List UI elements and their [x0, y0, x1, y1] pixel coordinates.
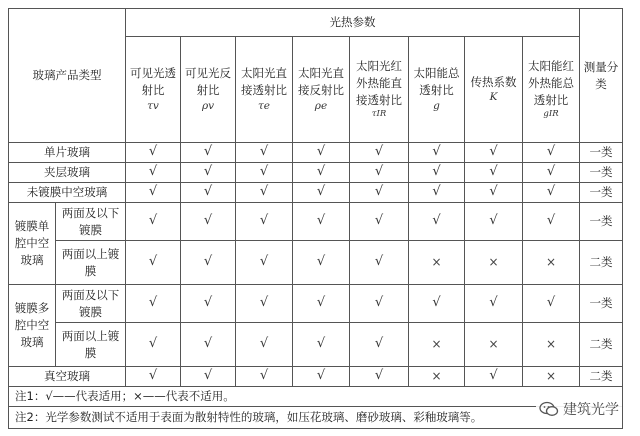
- check-mark: √: [546, 213, 556, 229]
- row-sub-cell: [56, 203, 126, 241]
- check-mark: √: [203, 295, 213, 311]
- check-mark: √: [316, 213, 326, 229]
- mark-cell: [181, 203, 236, 241]
- header-param-cell: [350, 37, 409, 143]
- header-type-label: 玻璃产品类型: [32, 68, 102, 83]
- row-class: 一类: [589, 185, 613, 200]
- cross-mark: ×: [545, 254, 557, 269]
- mark-cell: [523, 323, 580, 367]
- check-mark: √: [259, 184, 269, 200]
- row-class: 二类: [589, 255, 613, 270]
- check-mark: √: [316, 184, 326, 200]
- table-row: [9, 285, 623, 323]
- row-name-cell: [9, 367, 126, 387]
- check-mark: √: [374, 184, 384, 200]
- mark-cell: [409, 285, 465, 323]
- check-mark: √: [489, 184, 498, 200]
- row-group: 镀膜单腔中空玻璃: [14, 219, 50, 267]
- mark-cell: [409, 143, 465, 163]
- check-mark: √: [203, 368, 213, 384]
- mark-cell: [293, 163, 350, 183]
- mark-cell: [465, 203, 523, 241]
- header-param-cell: [126, 37, 181, 143]
- table-row: [9, 241, 623, 285]
- row-class-cell: [580, 323, 623, 367]
- row-class: 一类: [589, 165, 613, 180]
- row-sub: 两面以上镀膜: [61, 328, 120, 360]
- header-param-cell: [409, 37, 465, 143]
- cross-mark: ×: [545, 368, 557, 383]
- mark-cell: [293, 323, 350, 367]
- check-mark: √: [148, 213, 158, 229]
- row-name-cell: [9, 183, 126, 203]
- mark-cell: [126, 143, 181, 163]
- mark-cell: [465, 323, 523, 367]
- check-mark: √: [546, 164, 556, 180]
- param-symbol: g: [433, 99, 440, 112]
- mark-cell: [236, 163, 293, 183]
- header-group-label: 光热参数: [329, 15, 376, 30]
- check-mark: √: [259, 368, 269, 384]
- check-mark: √: [374, 254, 384, 270]
- check-mark: √: [546, 144, 556, 160]
- param-label: 太阳光红外热能直接透射比: [356, 59, 402, 107]
- check-mark: √: [374, 144, 384, 160]
- param-label: 传热系数: [470, 74, 517, 89]
- check-mark: √: [316, 368, 326, 384]
- check-mark: √: [203, 164, 213, 180]
- mark-cell: [523, 367, 580, 387]
- check-mark: √: [148, 184, 158, 200]
- check-mark: √: [432, 184, 441, 200]
- mark-cell: [350, 183, 409, 203]
- row-group-cell: [9, 203, 56, 285]
- row-class-cell: [580, 241, 623, 285]
- mark-cell: [409, 163, 465, 183]
- row-class: 二类: [589, 337, 613, 352]
- check-mark: √: [374, 368, 384, 384]
- check-mark: √: [374, 295, 384, 311]
- check-mark: √: [374, 336, 384, 352]
- row-name: 真空玻璃: [44, 369, 90, 384]
- row-class: 一类: [589, 296, 613, 311]
- table-row: [9, 367, 623, 387]
- check-mark: √: [316, 164, 326, 180]
- mark-cell: [126, 203, 181, 241]
- note-cell: [9, 387, 623, 407]
- row-name-cell: [9, 143, 126, 163]
- check-mark: √: [148, 295, 158, 311]
- row-class: 一类: [589, 214, 613, 229]
- param-label: 太阳光直接透射比: [241, 66, 287, 97]
- check-mark: √: [432, 144, 441, 160]
- param-symbol: K: [489, 91, 498, 104]
- row-sub: 两面以上镀膜: [61, 246, 120, 278]
- cross-mark: ×: [431, 368, 442, 383]
- check-mark: √: [259, 164, 269, 180]
- mark-cell: [409, 241, 465, 285]
- check-mark: √: [546, 184, 556, 200]
- cross-mark: ×: [431, 336, 442, 351]
- mark-cell: [523, 241, 580, 285]
- check-mark: √: [432, 295, 441, 311]
- check-mark: √: [316, 254, 326, 270]
- mark-cell: [236, 285, 293, 323]
- mark-cell: [350, 323, 409, 367]
- check-mark: √: [489, 213, 498, 229]
- check-mark: √: [316, 144, 326, 160]
- mark-cell: [350, 203, 409, 241]
- param-label: 太阳能总透射比: [413, 66, 460, 97]
- header-class-cell: [580, 9, 623, 143]
- check-mark: √: [203, 213, 213, 229]
- mark-cell: [523, 183, 580, 203]
- mark-cell: [181, 183, 236, 203]
- check-mark: √: [374, 213, 384, 229]
- mark-cell: [181, 323, 236, 367]
- mark-cell: [350, 241, 409, 285]
- row-class-cell: [580, 143, 623, 163]
- mark-cell: [465, 143, 523, 163]
- mark-cell: [236, 143, 293, 163]
- mark-cell: [236, 367, 293, 387]
- mark-cell: [350, 143, 409, 163]
- check-mark: √: [259, 213, 269, 229]
- row-class-cell: [580, 183, 623, 203]
- table-row: [9, 163, 623, 183]
- mark-cell: [465, 367, 523, 387]
- check-mark: √: [259, 144, 269, 160]
- mark-cell: [126, 183, 181, 203]
- header-group-cell: [126, 9, 580, 37]
- row-sub: 两面及以下镀膜: [61, 205, 120, 237]
- check-mark: √: [203, 336, 213, 352]
- mark-cell: [523, 163, 580, 183]
- mark-cell: [350, 285, 409, 323]
- check-mark: √: [546, 295, 556, 311]
- check-mark: √: [148, 368, 158, 384]
- table-row: [9, 203, 623, 241]
- row-sub-cell: [56, 241, 126, 285]
- cross-mark: ×: [431, 254, 442, 269]
- mark-cell: [181, 367, 236, 387]
- param-label: 太阳能红外热能总透射比: [528, 59, 574, 107]
- table-row: [9, 183, 623, 203]
- mark-cell: [181, 143, 236, 163]
- check-mark: √: [148, 254, 158, 270]
- row-class: 二类: [589, 369, 613, 384]
- row-sub: 两面及以下镀膜: [61, 287, 120, 319]
- mark-cell: [465, 183, 523, 203]
- mark-cell: [293, 143, 350, 163]
- check-mark: √: [432, 213, 441, 229]
- check-mark: √: [316, 336, 326, 352]
- mark-cell: [409, 323, 465, 367]
- header-type-cell: [9, 9, 126, 143]
- header-param-cell: [236, 37, 293, 143]
- cross-mark: ×: [545, 336, 557, 351]
- header-param-cell: [465, 37, 523, 143]
- mark-cell: [409, 367, 465, 387]
- mark-cell: [293, 285, 350, 323]
- mark-cell: [350, 367, 409, 387]
- mark-cell: [236, 241, 293, 285]
- param-label: 可见光透射比: [130, 66, 176, 97]
- mark-cell: [465, 241, 523, 285]
- param-symbol: ρv: [201, 99, 215, 112]
- mark-cell: [181, 241, 236, 285]
- check-mark: √: [489, 368, 498, 384]
- mark-cell: [181, 285, 236, 323]
- mark-cell: [126, 241, 181, 285]
- mark-cell: [236, 183, 293, 203]
- check-mark: √: [259, 336, 269, 352]
- check-mark: √: [203, 144, 213, 160]
- watermark-text: 建筑光学: [563, 402, 619, 418]
- row-group: 镀膜多腔中空玻璃: [14, 301, 50, 349]
- row-sub-cell: [56, 285, 126, 323]
- mark-cell: [293, 241, 350, 285]
- header-param-cell: [181, 37, 236, 143]
- check-mark: √: [374, 164, 384, 180]
- mark-cell: [523, 203, 580, 241]
- mark-cell: [236, 203, 293, 241]
- check-mark: √: [148, 336, 158, 352]
- header-param-cell: [523, 37, 580, 143]
- mark-cell: [126, 323, 181, 367]
- check-mark: √: [259, 254, 269, 270]
- param-symbol: τe: [257, 99, 271, 112]
- param-label: 太阳光直接反射比: [298, 66, 344, 97]
- row-class-cell: [580, 163, 623, 183]
- mark-cell: [465, 285, 523, 323]
- row-name: 未镀膜中空玻璃: [26, 185, 108, 200]
- mark-cell: [409, 183, 465, 203]
- mark-cell: [523, 143, 580, 163]
- mark-cell: [236, 323, 293, 367]
- check-mark: √: [148, 144, 158, 160]
- mark-cell: [126, 367, 181, 387]
- wechat-icon: [539, 401, 559, 417]
- row-name: 单片玻璃: [44, 145, 90, 160]
- mark-cell: [126, 163, 181, 183]
- mark-cell: [465, 163, 523, 183]
- check-mark: √: [259, 295, 269, 311]
- row-class-cell: [580, 367, 623, 387]
- check-mark: √: [203, 184, 213, 200]
- row-class: 一类: [589, 145, 613, 160]
- mark-cell: [350, 163, 409, 183]
- param-label: 可见光反射比: [185, 66, 231, 97]
- table-row: [9, 143, 623, 163]
- check-mark: √: [489, 295, 498, 311]
- mark-cell: [126, 285, 181, 323]
- mark-cell: [293, 203, 350, 241]
- param-symbol: gIR: [543, 109, 559, 120]
- check-mark: √: [489, 144, 498, 160]
- note-cell: [9, 407, 623, 429]
- header-class-label: 测量分类: [583, 59, 619, 91]
- table-row: [9, 323, 623, 367]
- check-mark: √: [203, 254, 213, 270]
- check-mark: √: [316, 295, 326, 311]
- row-group-cell: [9, 285, 56, 367]
- row-name-cell: [9, 163, 126, 183]
- check-mark: √: [432, 164, 441, 180]
- header-param-cell: [293, 37, 350, 143]
- param-symbol: ρe: [314, 99, 328, 112]
- mark-cell: [293, 367, 350, 387]
- mark-cell: [181, 163, 236, 183]
- spec-table-sheet: [8, 8, 634, 430]
- glass-parameter-table: [8, 8, 623, 429]
- row-sub-cell: [56, 323, 126, 367]
- watermark: [536, 398, 622, 420]
- check-mark: √: [148, 164, 158, 180]
- param-symbol: τv: [147, 99, 159, 112]
- cross-mark: ×: [488, 254, 499, 269]
- param-symbol: τIR: [371, 109, 387, 120]
- mark-cell: [523, 285, 580, 323]
- note-text: 注2：光学参数测试不适用于表面为散射特性的玻璃，如压花玻璃、磨砂玻璃、彩釉玻璃等。: [15, 410, 483, 425]
- note-text: 注1：√——代表适用；×——代表不适用。: [15, 389, 235, 404]
- mark-cell: [409, 203, 465, 241]
- row-class-cell: [580, 203, 623, 241]
- cross-mark: ×: [488, 336, 499, 351]
- row-class-cell: [580, 285, 623, 323]
- row-name: 夹层玻璃: [44, 165, 90, 180]
- check-mark: √: [489, 164, 498, 180]
- mark-cell: [293, 183, 350, 203]
